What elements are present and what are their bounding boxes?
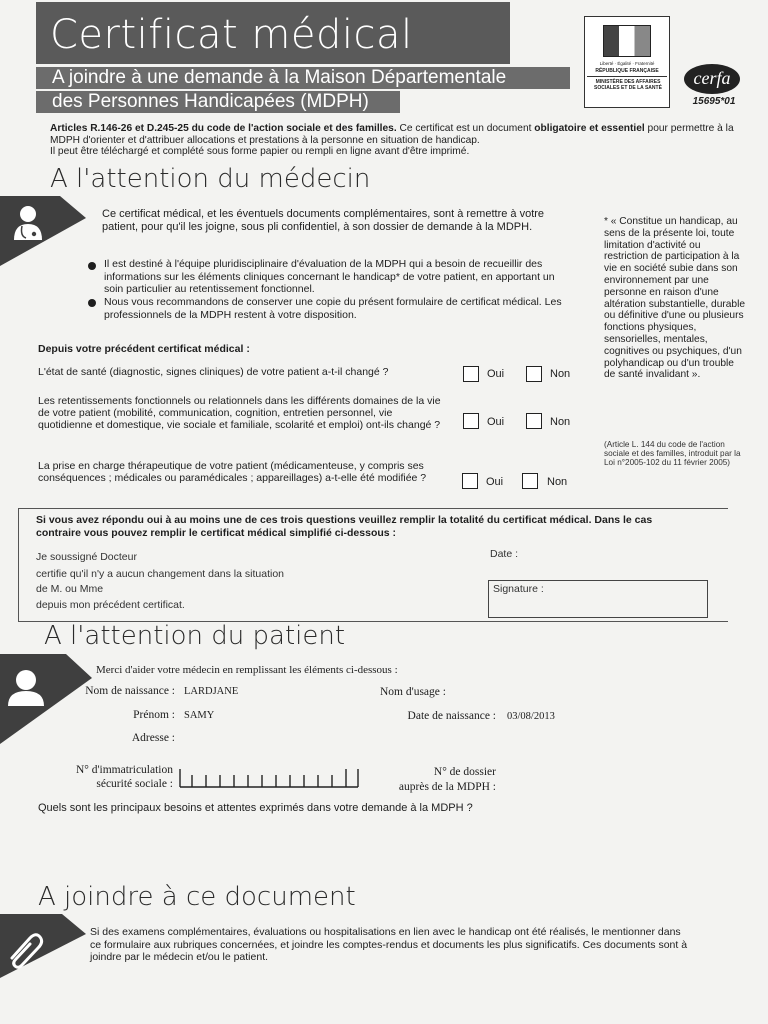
cerfa-logo: cerfa [684,64,740,94]
signature-field[interactable] [488,580,708,618]
q1-non-checkbox[interactable] [526,366,542,382]
prenom-value[interactable]: SAMY [184,710,215,721]
signature-label: Signature : [493,583,544,595]
q3-oui-checkbox[interactable] [462,473,478,489]
q3-non-checkbox[interactable] [522,473,538,489]
marianne-logo [584,16,670,108]
marianne-flag-icon [603,25,651,57]
bullet-dot-icon [88,262,96,270]
bullet2-part-b: Les professionnels de la MDPH restent à votre disposition. [104,296,562,321]
intro-articles: Articles R.146-26 et D.245-25 du code de l'action sociale et des familles. [50,123,397,134]
adresse-label: Adresse : [131,732,175,744]
patient-intro: Merci d'aider votre médecin en remplissant les éléments ci-dessous : [96,664,398,676]
intro-text2: pour permettre à la MDPH d'orienter et d'attribuer allocations et prestations à la personne en situation de handicap. [50,123,734,146]
form-subtitle-line2: des Personnes Handicapées (MDPH) [36,91,400,113]
marianne-motto: Liberté · Égalité · Fraternité [599,61,655,66]
bullet-dot-icon [88,299,96,307]
section-heading-patient: A l'attention du patient [44,621,346,651]
securite-sociale-input[interactable] [178,767,360,789]
republique-label: RÉPUBLIQUE FRANÇAISE [587,68,667,77]
intro-paragraph [50,123,740,158]
medecin-bullet1: Il est destiné à l'équipe pluridisciplinaire d'évaluation de la MDPH qui a besoin de recueillir des informations sur les éléments cliniques concernant le handicap* de votre patient, en apportant un soin particulier au retentissement fonctionnel. [104,258,555,295]
besoins-question: Quels sont les principaux besoins et attentes exprimés dans votre demande à la MDPH ? [38,802,473,814]
ministere-label: MINISTÈRE DES AFFAIRES SOCIALES ET DE LA SANTÉ [594,79,662,91]
q1-oui-checkbox[interactable] [463,366,479,382]
section-heading-joindre: A joindre à ce document [38,882,356,912]
since-label: Depuis votre précédent certificat médical : [38,343,250,355]
depuis-label: depuis mon précédent certificat. [36,599,185,611]
attachment-icon-tab [0,914,86,978]
nom-naissance-label: Nom de naissance : [85,685,175,697]
q1-non-label: Non [550,368,571,380]
intro-line3: Il peut être téléchargé et complété sous forme papier ou rempli en ligne avant d'être imprimé. [50,146,470,157]
medecin-paragraph: Ce certificat médical, et les éventuels documents complémentaires, sont à remettre à votre patient, pour qu'il les joigne, sous pli confidentiel, à son dossier de demande à la MDPH. [102,208,545,233]
form-subtitle-line1: A joindre à une demande à la Maison Départementale [36,67,570,89]
question-etat-sante: L'état de santé (diagnostic, signes cliniques) de votre patient a-t-il changé ? [38,366,389,378]
handicap-definition-note: * « Constitue un handicap, au sens de la présente loi, toute limitation d'activité ou restriction de participation à la vie en société subie dans son environnement par une personne en raison d'une altération substantielle, durable ou définitive d'une ou plusieurs fonctions physiques, sensorielles, mentales, cognitives ou psychiques, d'un polyhandicap ou d'un trouble de santé invalidant ». [604,216,746,381]
doctor-icon [0,196,86,266]
soussigne-label: Je soussigné Docteur [36,551,137,563]
form-title: Certificat médical [36,2,510,64]
joindre-text: Si des examens complémentaires, évaluations ou hospitalisations en lien avec le handicap ont été réalisés, le mentionner dans ce formulaire aux rubriques concernées, et joindre les comptes-rendus et documents les plus significatifs. Ces documents sont à joindre par le médecin et/ou le patient. [90,926,688,963]
bullet2-part-a: Nous vous recommandons de conserver une copie du présent formulaire de certificat médical. [104,296,545,308]
q3-non-label: Non [547,476,568,488]
patient-icon-tab [0,654,92,744]
nom-usage-label: Nom d'usage : [380,686,446,698]
intro-text1: Ce certificat est un document [396,123,535,134]
medecin-bullet2 [104,296,574,321]
q2-non-checkbox[interactable] [526,413,542,429]
ss-number-cells [178,767,360,789]
immatriculation-label-1: N° d'immatriculation [75,764,173,776]
de-m-label: de M. ou Mme [36,583,104,595]
cerfa-number: 15695*01 [692,96,736,107]
nom-naissance-value[interactable]: LARDJANE [184,686,239,697]
q2-oui-checkbox[interactable] [463,413,479,429]
immatriculation-label-2: sécurité sociale : [96,778,173,790]
q2-non-label: Non [550,416,571,428]
handicap-definition-citation: (Article L. 144 du code de l'action sociale et des familles, introduit par la Loi n°2005-102 du 11 février 2005) [604,440,741,467]
doctor-icon-tab [0,196,86,266]
person-icon [0,654,92,744]
date-naissance-label: Date de naissance : [407,710,496,722]
question-prise-en-charge: La prise en charge thérapeutique de votre patient (médicamenteuse, y compris ses conséquences ; médicales ou paramédicales ; appareillages) a-t-elle été modifiée ? [38,460,427,484]
dossier-label-2: auprès de la MDPH : [398,781,496,793]
question-retentissements: Les retentissements fonctionnels ou relationnels dans les différents domaines de la vie de votre patient (mobilité, communication, cognition, entretien personnel, vie quotidienne et domestique, vie sociale et familiale, scolarité et emploi) ont-ils changé ? [38,395,441,431]
q3-oui-label: Oui [486,476,504,488]
certifie-label: certifie qu'il n'y a aucun changement dans la situation [36,568,284,580]
simplified-instructions: Si vous avez répondu oui à au moins une de ces trois questions veuillez remplir la totalité du certificat médical. Dans le cas contraire vous pouvez remplir le certificat médical simplifié ci-dessous : [36,514,653,539]
prenom-label: Prénom : [133,709,175,721]
paperclip-icon [0,914,86,978]
q1-oui-label: Oui [487,368,505,380]
section-heading-medecin: A l'attention du médecin [50,164,371,194]
q2-oui-label: Oui [487,416,505,428]
date-label: Date : [490,548,519,560]
dossier-label-1: N° de dossier [433,766,496,778]
date-naissance-value[interactable]: 03/08/2013 [507,711,555,722]
intro-bold2: obligatoire et essentiel [534,123,645,134]
